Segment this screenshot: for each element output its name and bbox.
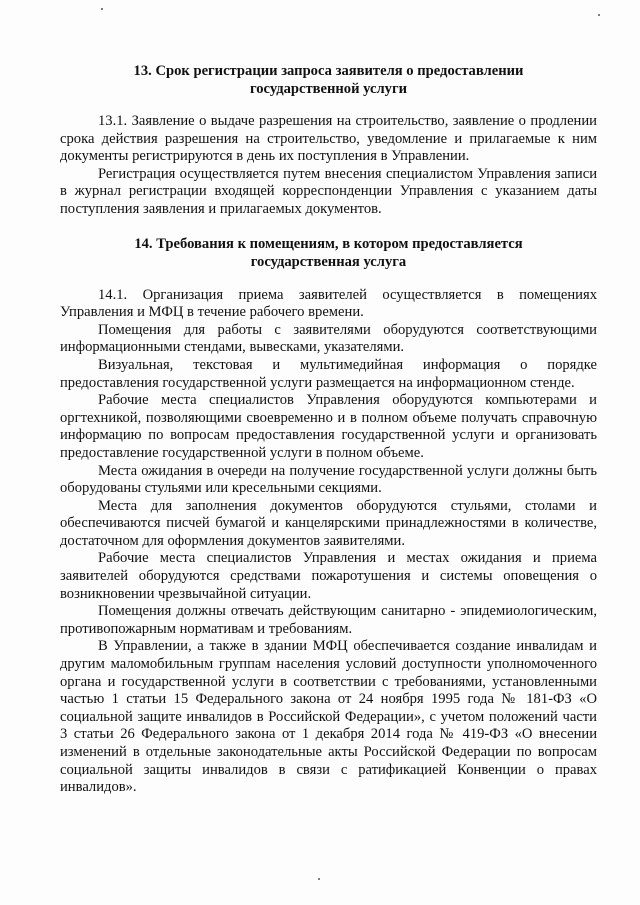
paragraph: Рабочие места специалистов Управления и местах ожидания и приема заявителей оборудуются средствами пожаротушения и системы оповещения о возникновении чрезвычайной ситуации.	[60, 550, 597, 602]
section-13-title-line1: 13. Срок регистрации запроса заявителя о предоставлении	[133, 63, 524, 79]
document-body	[60, 62, 597, 797]
paragraph: Помещения должны отвечать действующим санитарно - эпидемиологическим, противопожарным нормативам и требованиям.	[60, 603, 597, 637]
scan-speck	[598, 14, 600, 16]
section-14-body	[60, 287, 597, 797]
section-13-body	[60, 113, 597, 219]
section-14-title-line2: государственная услуга	[250, 253, 407, 270]
paragraph: Места для заполнения документов оборудуются стульями, столами и обеспечиваются писчей бумагой и канцелярскими принадлежностями в количестве, достаточном для оформления документов заявителями.	[60, 497, 597, 549]
section-14-heading	[60, 235, 597, 271]
scan-speck	[318, 878, 320, 880]
paragraph: 13.1. Заявление о выдаче разрешения на строительство, заявление о продлении срока действия разрешения на строительство, уведомление и прилагаемые к ним документы регистрируются в день их поступления в Управлении.	[60, 113, 597, 165]
paragraph: Визуальная, текстовая и мультимедийная информация о порядке предоставления государственной услуги размещается на информационном стенде.	[60, 356, 597, 391]
paragraph: Регистрация осуществляется путем внесения специалистом Управления записи в журнал регистрации входящей корреспонденции Управления с указанием даты поступления заявления и прилагаемых документов.	[60, 165, 597, 217]
paragraph: Помещения для работы с заявителями оборудуются соответствующими информационными стендами, вывесками, указателями.	[60, 321, 597, 356]
paragraph: В Управлении, а также в здании МФЦ обеспечивается создание инвалидам и другим маломобильным группам населения условий доступности уполномоченного органа и государственной услуги в соответствии с требованиями, установленными частью 1 статьи 15 Федерального закона от 24 ноября 1995 года № 181-ФЗ «О социальной защите инвалидов в Российской Федерации», с учетом положений части 3 статьи 26 Федерального закона от 1 декабря 2014 года № 419-ФЗ «О внесении изменений в отдельные законодательные акты Российской Федерации по вопросам социальной защиты инвалидов в связи с ратификацией Конвенции о правах инвалидов».	[60, 638, 597, 796]
section-14-title-line1: 14. Требования к помещениям, в котором предоставляется	[134, 235, 523, 252]
paragraph: Места ожидания в очереди на получение государственной услуги должны быть оборудованы стульями или кресельными секциями.	[60, 462, 597, 497]
section-13-title-line2: государственной услуги	[249, 81, 408, 97]
section-13-heading	[60, 62, 597, 98]
paragraph: 14.1. Организация приема заявителей осуществляется в помещениях Управления и МФЦ в течение рабочего времени.	[60, 286, 597, 321]
scan-speck	[101, 8, 103, 10]
paragraph: Рабочие места специалистов Управления оборудуются компьютерами и оргтехникой, позволяющими своевременно и в полном объеме получать справочную информацию по вопросам предоставления государственной услуги и организовать предоставление государственной услуги в полном объеме.	[60, 392, 597, 461]
